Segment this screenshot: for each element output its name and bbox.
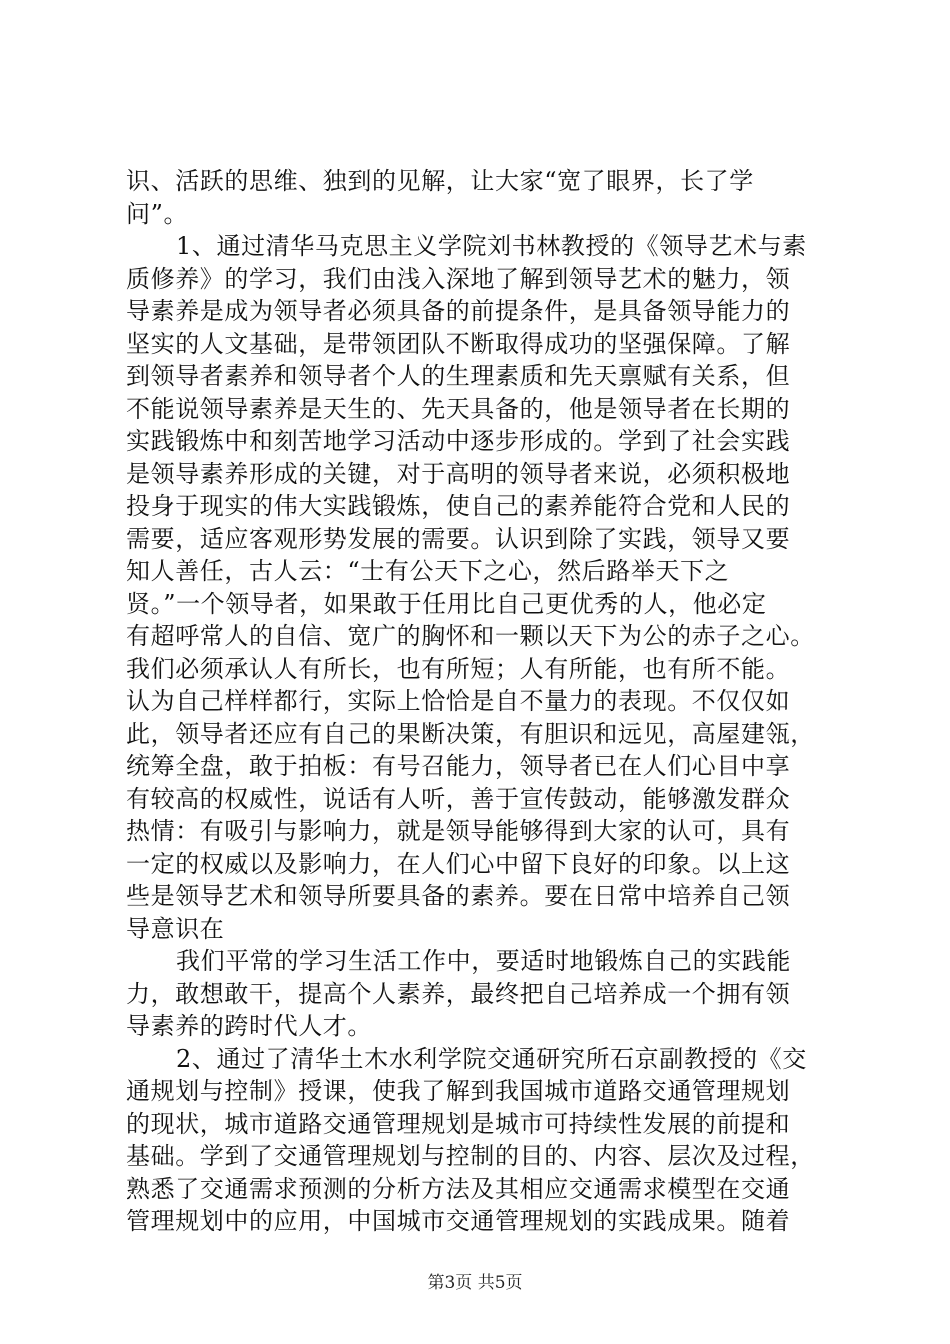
text-line: 导意识在 (126, 914, 225, 943)
text-line: 通规划与控制》授课，使我了解到我国城市道路交通管理规划 (126, 1077, 791, 1105)
page-footer (0, 1272, 950, 1294)
text-line: 是领导素养形成的关键，对于高明的领导者来说，必须积极地 (126, 459, 791, 488)
text-line: 管理规划中的应用，中国城市交通管理规划的实践成果。随着 (126, 1207, 791, 1235)
text-line: 力，敢想敢干，提高个人素养，最终把自己培养成一个拥有领 (126, 979, 791, 1008)
text-line: 坚实的人文基础，是带领团队不断取得成功的坚强保障。了解 (126, 329, 791, 358)
text-line: 投身于现实的伟大实践锻炼，使自己的素养能符合党和人民的 (126, 492, 791, 520)
text-line: 识、活跃的思维、独到的见解，让大家“宽了眼界，长了学 (126, 167, 754, 195)
text-line: 基础。学到了交通管理规划与控制的目的、内容、层次及过程， (126, 1142, 815, 1170)
text-line: 1、通过清华马克思主义学院刘书林教授的《领导艺术与素 (176, 232, 807, 260)
text-line: 些是领导艺术和领导所要具备的素养。要在日常中培养自己领 (126, 882, 791, 910)
text-line: 不能说领导素养是天生的、先天具备的，他是领导者在长期的 (126, 394, 791, 423)
text-line: 的现状，城市道路交通管理规划是城市可持续性发展的前提和 (126, 1109, 791, 1138)
text-line: 导素养的跨时代人才。 (126, 1012, 372, 1040)
text-line: 知人善任，古人云：“士有公天下之心，然后路举天下之 (126, 557, 730, 585)
text-line: 实践锻炼中和刻苦地学习活动中逐步形成的。学到了社会实践 (126, 427, 791, 455)
text-line: 2、通过了清华土木水利学院交通研究所石京副教授的《交 (176, 1044, 807, 1073)
text-line: 此，领导者还应有自己的果断决策，有胆识和远见，高屋建瓴， (126, 719, 815, 748)
text-line: 热情：有吸引与影响力，就是领导能够得到大家的认可，具有 (126, 817, 791, 845)
text-line: 到领导者素养和领导者个人的生理素质和先天禀赋有关系，但 (126, 362, 791, 390)
text-line: 质修养》的学习，我们由浅入深地了解到领导艺术的魅力，领 (126, 264, 791, 293)
text-line: 我们必须承认人有所长，也有所短；人有所能，也有所不能。 (126, 654, 791, 683)
text-line: 问”。 (126, 199, 189, 228)
document-body (126, 165, 826, 1238)
page-indicator: 第3页 共5页 (427, 1273, 523, 1293)
text-line: 熟悉了交通需求预测的分析方法及其相应交通需求模型在交通 (126, 1174, 791, 1203)
text-line: 统筹全盘，敢于拍板：有号召能力，领导者已在人们心目中享 (126, 752, 791, 780)
text-line: 一定的权威以及影响力，在人们心中留下良好的印象。以上这 (126, 849, 791, 878)
text-line: 有较高的权威性，说话有人听，善于宣传鼓动，能够激发群众 (126, 784, 791, 813)
text-line: 贤。”一个领导者，如果敢于任用比自己更优秀的人，他必定 (126, 589, 767, 618)
text-line: 我们平常的学习生活工作中，要适时地锻炼自己的实践能 (176, 947, 791, 975)
text-line: 认为自己样样都行，实际上恰恰是自不量力的表现。不仅仅如 (126, 687, 791, 715)
text-line: 有超呼常人的自信、宽广的胸怀和一颗以天下为公的赤子之心。 (126, 622, 815, 650)
text-line: 导素养是成为领导者必须具备的前提条件，是具备领导能力的 (126, 297, 791, 325)
text-line: 需要，适应客观形势发展的需要。认识到除了实践，领导又要 (126, 524, 791, 553)
